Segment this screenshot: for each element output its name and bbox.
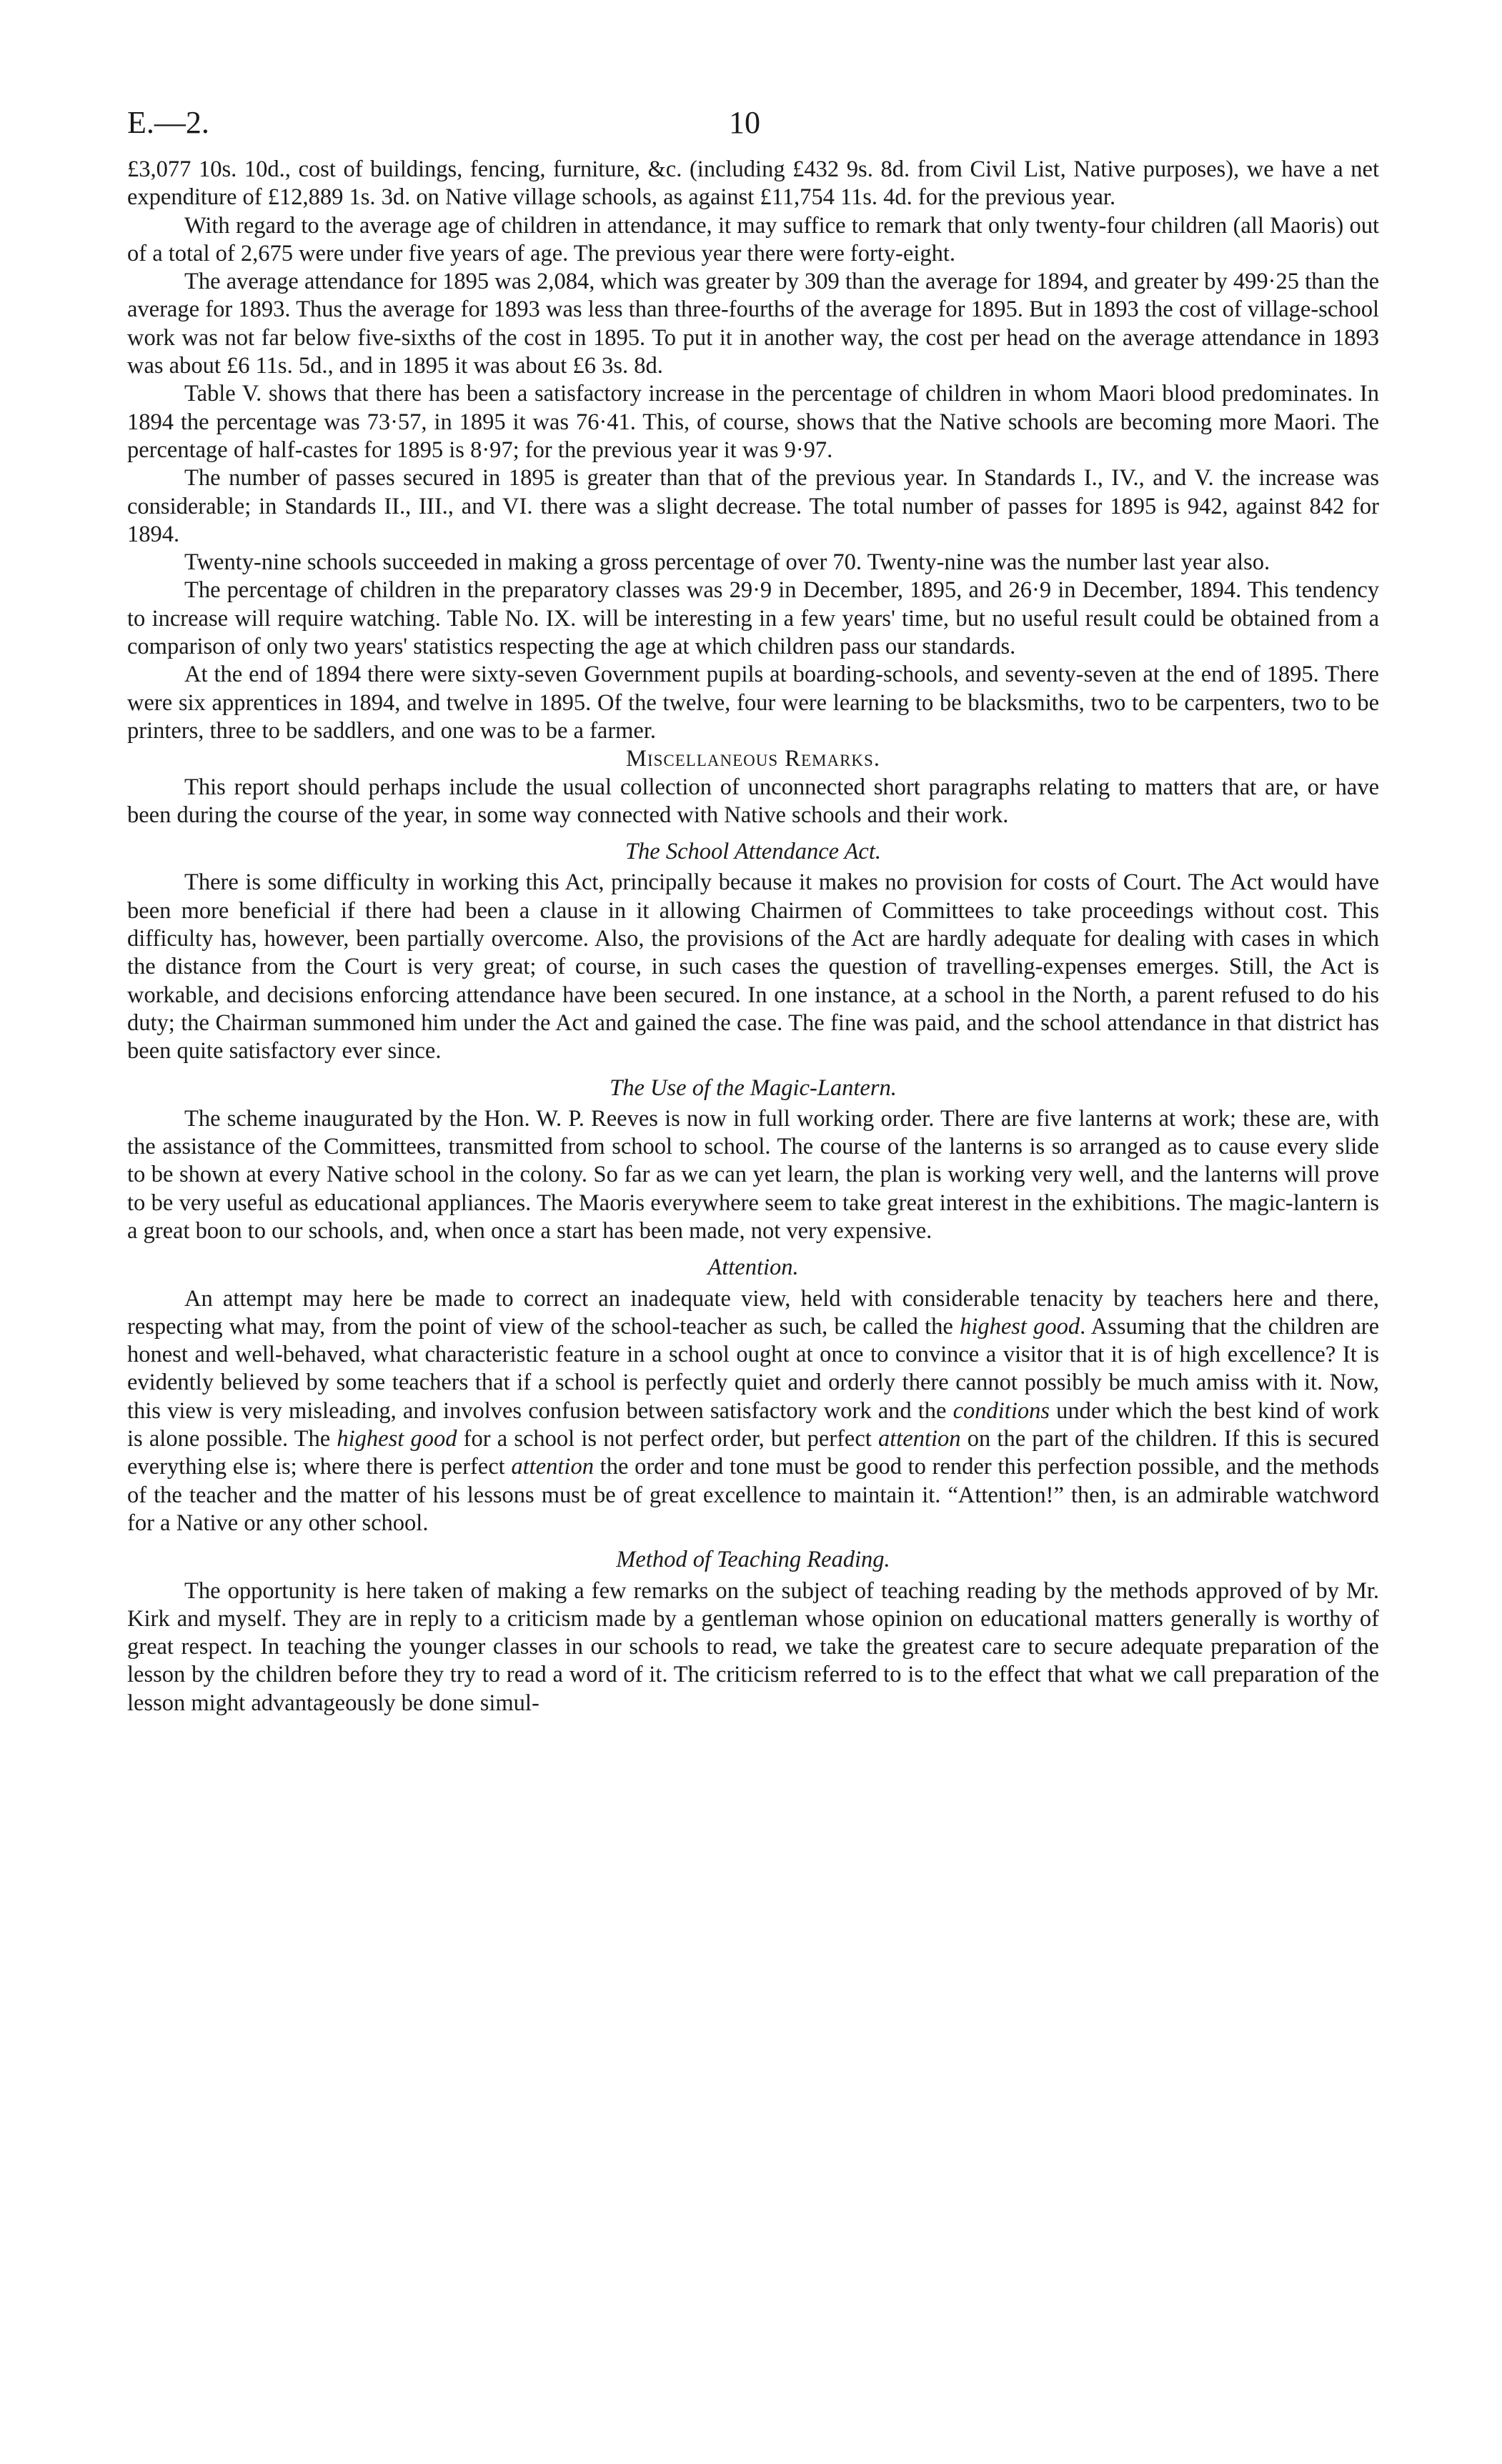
page-number: 10: [729, 105, 760, 140]
attention-text-1: An attempt may here be made to correct an inadequate view, held with considerable tenacity by teachers here and there, respecting what may, from the point of view of the school-teacher as such, be called the: [127, 1285, 1379, 1340]
paragraph-preparatory-classes: The percentage of children in the preparatory classes was 29·9 in December, 1895, and 26·9 in December, 1894. This tendency to increase will require watching. Table No. IX. will be interesting in a few years' time, but no useful result could be obtained from a comparison of only two years' statistics respecting the age at which children pass our standards.: [127, 577, 1379, 660]
heading-school-attendance-act: The School Attendance Act.: [625, 839, 882, 865]
attention-text-2: . Assuming that the children are honest and well-behaved, what characteristic feature in a school ought at once to convince a visitor that it is of high excellence? It is evidently believed by some teachers that if a school is perfectly quiet and orderly there cannot possibly be much amiss with it. Now, this view is very misleading, and involves confusion between satisfactory work and the: [127, 1313, 1379, 1424]
attention-text-3: under which the best kind of work is alone possible. The: [127, 1397, 1379, 1452]
heading-attention: Attention.: [707, 1255, 799, 1281]
attention-text-4: for a school is not perfect order, but perfect: [457, 1426, 878, 1452]
paragraph-school-attendance: There is some difficulty in working this Act, principally because it makes no provision for costs of Court. The Act would have been more beneficial if there had been a clause in it allowing Chairmen of Committees to take proceedings without cost. This difficulty has, however, been partially overcome. Also, the provisions of the Act are hardly adequate for dealing with cases in which the distance from the Court is very great; of course, in such cases the question of travelling-expenses emerges. Still, the Act is workable, and decisions enforcing attendance have been secured. In one instance, at a school in the North, a parent refused to do his duty; the Chairman summoned him under the Act and gained the case. The fine was paid, and the school attendance in that district has been quite satisfactory ever since.: [127, 869, 1379, 1064]
paragraph-expenditure: £3,077 10s. 10d., cost of buildings, fencing, furniture, &c. (including £432 9s. 8d. from Civil List, Native purposes), we have a net expenditure of £12,889 1s. 3d. on Native village schools, as against £11,754 11s. 4d. for the previous year.: [127, 156, 1379, 211]
paragraph-average-attendance: The average attendance for 1895 was 2,084, which was greater by 309 than the average for 1894, and greater by 499·25 than the average for 1893. Thus the average for 1893 was less than three-fourths of the average for 1895. But in 1893 the cost of village-school work was not far below five-sixths of the cost in 1895. To put it in another way, the cost per head on the average attendance in 1893 was about £6 11s. 5d., and in 1895 it was about £6 3s. 8d.: [127, 269, 1379, 379]
document-body: [127, 156, 1379, 1717]
paragraph-teaching-reading: The opportunity is here taken of making a few remarks on the subject of teaching reading by the methods approved of by Mr. Kirk and myself. They are in reply to a criticism made by a gentleman whose opinion on educational matters generally is worthy of great respect. In teaching the younger classes in our schools to read, we take the greatest care to secure adequate preparation of the lesson by the children before they try to read a word of it. The criticism referred to is to the effect that what we call preparation of the lesson might advantageously be done simul-: [127, 1577, 1379, 1716]
attention-emphasis-2: conditions: [953, 1397, 1050, 1424]
attention-text-6: the order and tone must be good to render this perfection possible, and the methods of the teacher and the matter of his lessons must be of great excellence to maintain it. “Attention!” then, is an admirable watchword for a Native or any other school.: [127, 1454, 1379, 1536]
attention-emphasis-3: highest good: [337, 1426, 457, 1452]
attention-text-5: on the part of the children. If this is secured everything else is; where there is perfect: [127, 1426, 1380, 1480]
document-reference: E.—2.: [127, 105, 209, 140]
heading-teaching-reading: Method of Teaching Reading.: [616, 1547, 890, 1573]
paragraph-government-pupils: At the end of 1894 there were sixty-seven Government pupils at boarding-schools, and seventy-seven at the end of 1895. There were six apprentices in 1894, and twelve in 1895. Of the twelve, four were learning to be blacksmiths, two to be carpenters, two to be printers, three to be saddlers, and one was to be a farmer.: [127, 662, 1379, 744]
paragraph-miscellaneous: This report should perhaps include the usual collection of unconnected short paragraphs relating to matters that are, or have been during the course of the year, in some way connected with Native schools and their work.: [127, 774, 1379, 828]
paragraph-maori-percentage: Table V. shows that there has been a satisfactory increase in the percentage of children in whom Maori blood predominates. In 1894 the percentage was 73·57, in 1895 it was 76·41. This, of course, shows that the Native schools are becoming more Maori. The percentage of half-castes for 1895 is 8·97; for the previous year it was 9·97.: [127, 381, 1379, 463]
heading-miscellaneous-remarks: Miscellaneous Remarks.: [626, 746, 880, 772]
attention-emphasis-4: attention: [878, 1426, 961, 1452]
paragraph-magic-lantern: The scheme inaugurated by the Hon. W. P. Reeves is now in full working order. There are five lanterns at work; these are, with the assistance of the Committees, transmitted from school to school. The course of the lanterns is so arranged as to cause every slide to be shown at every Native school in the colony. So far as we can yet learn, the plan is working very well, and the lanterns will prove to be very useful as educational appliances. The Maoris everywhere seem to take great interest in the exhibitions. The magic-lantern is a great boon to our schools, and, when once a start has been made, not very expensive.: [127, 1105, 1379, 1244]
heading-magic-lantern: The Use of the Magic-Lantern.: [610, 1074, 897, 1101]
paragraph-average-age: With regard to the average age of children in attendance, it may suffice to remark that only twenty-four children (all Maoris) out of a total of 2,675 were under five years of age. The previous year there were forty-eight.: [127, 212, 1379, 266]
paragraph-passes: The number of passes secured in 1895 is greater than that of the previous year. In Standards I., IV., and V. the increase was considerable; in Standards II., III., and VI. there was a slight decrease. The total number of passes for 1895 is 942, against 842 for 1894.: [127, 465, 1379, 547]
attention-emphasis-5: attention: [511, 1454, 594, 1480]
paragraph-attention: [127, 1285, 1379, 1538]
attention-emphasis-1: highest good: [960, 1313, 1080, 1340]
paragraph-gross-percentage: Twenty-nine schools succeeded in making a gross percentage of over 70. Twenty-nine was the number last year also.: [184, 549, 1270, 576]
